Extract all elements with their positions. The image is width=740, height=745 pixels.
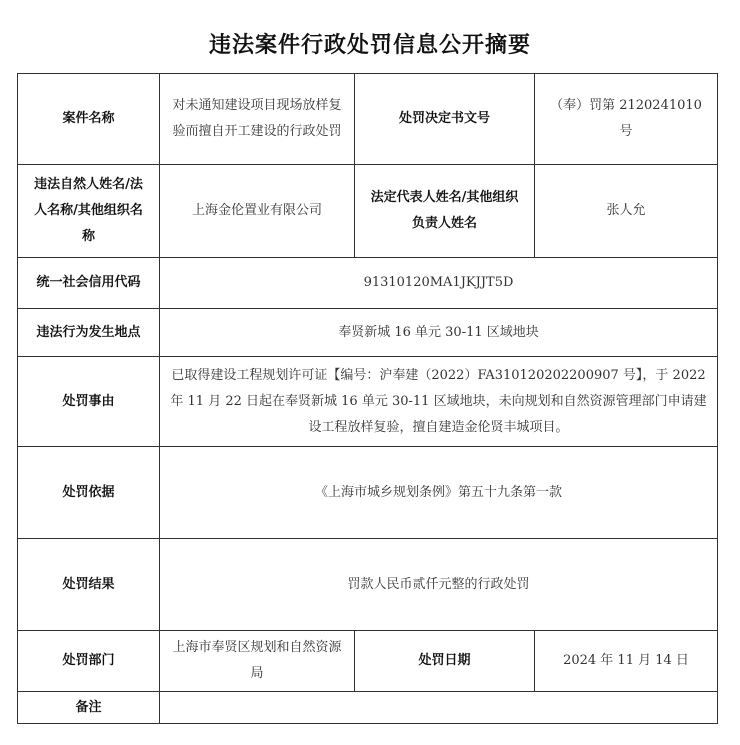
result-label: 处罚结果 bbox=[18, 539, 160, 631]
basis-label: 处罚依据 bbox=[18, 447, 160, 539]
violator-value: 上海金伦置业有限公司 bbox=[160, 165, 355, 258]
row-result bbox=[18, 539, 718, 631]
reason-label: 处罚事由 bbox=[18, 357, 160, 447]
location-value: 奉贤新城 16 单元 30-11 区域地块 bbox=[160, 309, 718, 357]
row-location bbox=[18, 309, 718, 357]
remark-label: 备注 bbox=[18, 692, 160, 724]
row-department bbox=[18, 631, 718, 692]
reason-value: 已取得建设工程规划许可证【编号：沪奉建（2022）FA310120202200907 号】，于 2022 年 11 月 22 日起在奉贤新城 16 单元 30-11 区域地块，未向规划和自然资源管理部门申请建设工程放样复验，擅自建造金伦贤丰城项目。 bbox=[160, 357, 718, 447]
row-remark bbox=[18, 692, 718, 724]
violator-label: 违法自然人姓名/法人名称/其他组织名称 bbox=[18, 165, 160, 258]
remark-value bbox=[160, 692, 718, 724]
penalty-info-table bbox=[17, 73, 718, 724]
credit-code-label: 统一社会信用代码 bbox=[18, 258, 160, 309]
location-label: 违法行为发生地点 bbox=[18, 309, 160, 357]
department-label: 处罚部门 bbox=[18, 631, 160, 692]
row-case-name bbox=[18, 74, 718, 165]
legal-rep-label: 法定代表人姓名/其他组织负责人姓名 bbox=[355, 165, 535, 258]
row-basis bbox=[18, 447, 718, 539]
row-reason bbox=[18, 357, 718, 447]
date-value: 2024 年 11 月 14 日 bbox=[535, 631, 718, 692]
case-name-label: 案件名称 bbox=[18, 74, 160, 165]
decision-no-value: （奉）罚第 2120241010 号 bbox=[535, 74, 718, 165]
row-credit-code bbox=[18, 258, 718, 309]
credit-code-value: 91310120MA1JKJJT5D bbox=[160, 258, 718, 309]
department-value: 上海市奉贤区规划和自然资源局 bbox=[160, 631, 355, 692]
legal-rep-value: 张人允 bbox=[535, 165, 718, 258]
decision-no-label: 处罚决定书文号 bbox=[355, 74, 535, 165]
date-label: 处罚日期 bbox=[355, 631, 535, 692]
document-title: 违法案件行政处罚信息公开摘要 bbox=[208, 33, 531, 58]
row-violator bbox=[18, 165, 718, 258]
basis-value: 《上海市城乡规划条例》第五十九条第一款 bbox=[160, 447, 718, 539]
result-value: 罚款人民币贰仟元整的行政处罚 bbox=[160, 539, 718, 631]
case-name-value: 对未通知建设项目现场放样复验而擅自开工建设的行政处罚 bbox=[160, 74, 355, 165]
